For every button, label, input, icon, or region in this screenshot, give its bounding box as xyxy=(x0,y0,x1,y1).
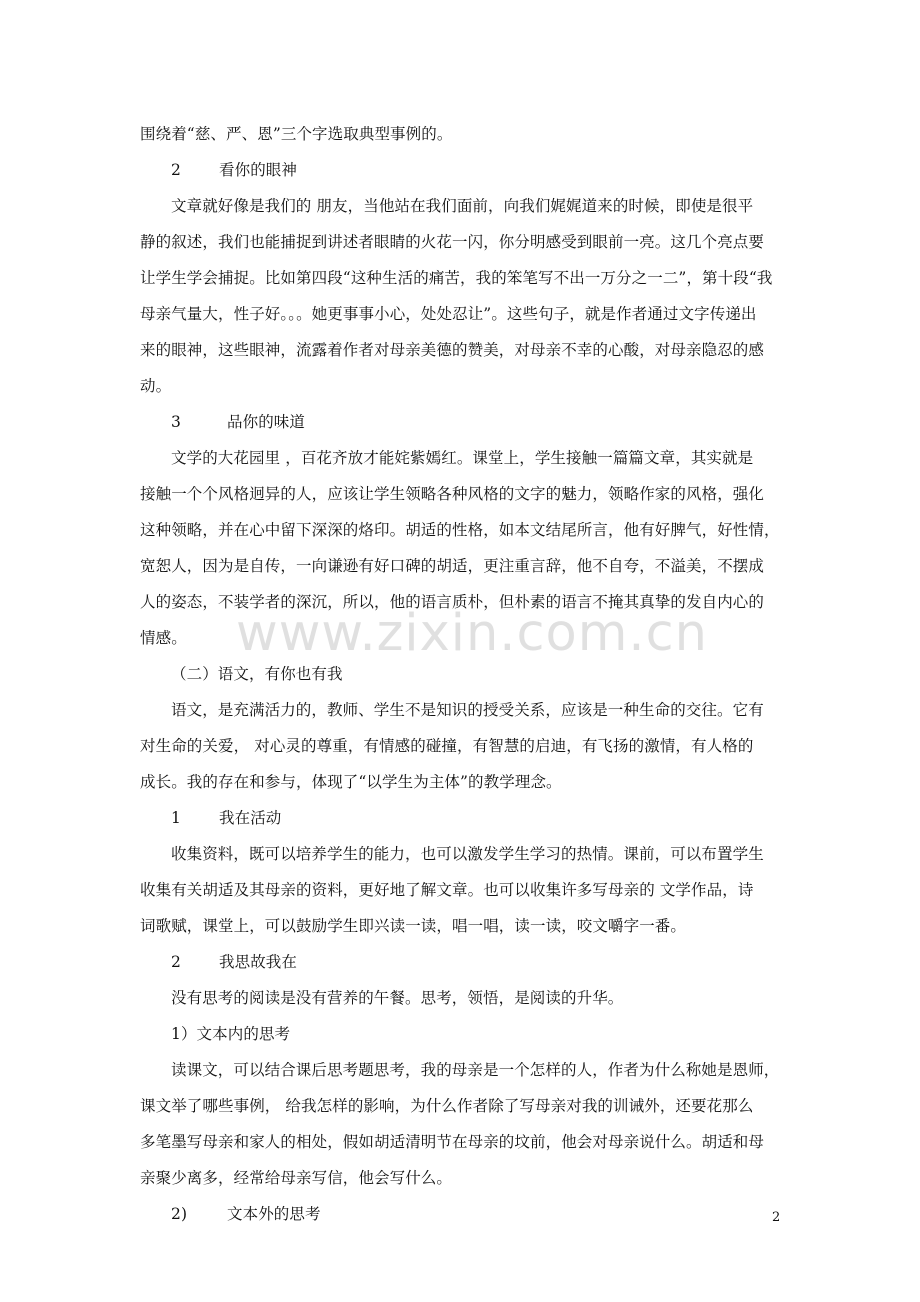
sub-heading xyxy=(140,1200,780,1228)
section-heading xyxy=(140,156,780,184)
body-text xyxy=(140,120,780,1228)
paragraph-line: 这种领略，并在心中留下深深的烙印。胡适的性格，如本文结尾所言，他有好脾气，好性情， xyxy=(140,521,780,539)
section-heading xyxy=(140,948,780,976)
subsection-title: （二）语文，有你也有我 xyxy=(171,665,343,683)
heading-number: 2) xyxy=(171,1205,188,1223)
heading-text: 看你的眼神 xyxy=(219,161,298,179)
paragraph-line: 语文，是充满活力的，教师、学生不是知识的授受关系，应该是一种生命的交往。它有 xyxy=(171,701,764,719)
paragraph-line: 收集有关胡适及其母亲的资料，更好地了解文章。也可以收集许多写母亲的 文学作品，诗 xyxy=(140,881,754,899)
paragraph-line: 没有思考的阅读是没有营养的午餐。思考，领悟，是阅读的升华。 xyxy=(171,989,624,1007)
paragraph-line: 收集资料，既可以培养学生的能力，也可以激发学生学习的热情。课前，可以布置学生 xyxy=(171,845,764,863)
section-heading xyxy=(140,408,780,436)
paragraph-line: 来的眼神，这些眼神，流露着作者对母亲美德的赞美，对母亲不幸的心酸，对母亲隐忍的感 xyxy=(140,341,765,359)
heading-number: 2 xyxy=(171,953,181,971)
page-number: 2 xyxy=(772,1210,781,1225)
paragraph-line: 文章就好像是我们的 朋友，当他站在我们面前，向我们娓娓道来的时候，即使是很平 xyxy=(171,197,754,215)
paragraph-line: 动。 xyxy=(140,377,172,395)
heading-text: 我思故我在 xyxy=(219,953,298,971)
paragraph-line: 成长。我的存在和参与，体现了“以学生为主体”的教学理念。 xyxy=(140,773,562,791)
paragraph-line: 多笔墨写母亲和家人的相处，假如胡适清明节在母亲的坟前，他会对母亲说什么。胡适和母 xyxy=(140,1133,765,1151)
paragraph-line: 文学的大花园里 ，百花齐放才能姹紫嫣红。课堂上，学生接触一篇篇文章，其实就是 xyxy=(171,449,754,467)
watermark: www.zixin.com.cn xyxy=(236,604,708,663)
paragraph-line: 母亲气量大，性子好。。。她更事事小心，处处忍让”。这些句子，就是作者通过文字传递出 xyxy=(140,305,757,323)
sub-heading: 1）文本内的思考 xyxy=(171,1025,291,1043)
section-heading xyxy=(140,804,780,832)
paragraph-line: 词歌赋，课堂上，可以鼓励学生即兴读一读，唱一唱，读一读，咬文嚼字一番。 xyxy=(140,917,687,935)
heading-text: 品你的味道 xyxy=(227,413,306,431)
paragraph-line: 人的姿态，不装学者的深沉，所以，他的语言质朴，但朴素的语言不掩其真挚的发自内心的 xyxy=(140,593,765,611)
paragraph-line: 接触一个个风格迥异的人，应该让学生领略各种风格的文字的魅力，领略作家的风格，强化 xyxy=(140,485,765,503)
paragraph-line: 宽恕人，因为是自传，一向谦逊有好口碑的胡适，更注重言辞，他不自夸，不溢美，不摆成 xyxy=(140,557,765,575)
paragraph-line: 让学生学会捕捉。比如第四段“这种生活的痛苦，我的笨笔写不出一万分之一二”，第十段“我 xyxy=(140,269,773,287)
heading-number: 2 xyxy=(171,161,181,179)
paragraph-line: 读课文，可以结合课后思考题思考，我的母亲是一个怎样的人，作者为什么称她是恩师， xyxy=(171,1061,780,1079)
paragraph-line: 亲聚少离多，经常给母亲写信，他会写什么。 xyxy=(140,1169,453,1187)
paragraph-line: 对生命的关爱， 对心灵的尊重，有情感的碰撞，有智慧的启迪，有飞扬的激情，有人格的 xyxy=(140,737,754,755)
heading-text: 我在活动 xyxy=(219,809,282,827)
paragraph-line: 静的叙述，我们也能捕捉到讲述者眼睛的火花一闪，你分明感受到眼前一亮。这几个亮点要 xyxy=(140,233,765,251)
paragraph-line: 课文举了哪些事例， 给我怎样的影响，为什么作者除了写母亲对我的训诫外，还要花那么 xyxy=(140,1097,754,1115)
paragraph-line: 情感。 xyxy=(140,629,187,647)
heading-number: 1 xyxy=(171,809,181,827)
paragraph-line: 围绕着“慈、严、恩”三个字选取典型事例的。 xyxy=(140,125,453,143)
heading-number: 3 xyxy=(171,413,181,431)
heading-text: 文本外的思考 xyxy=(227,1205,321,1223)
